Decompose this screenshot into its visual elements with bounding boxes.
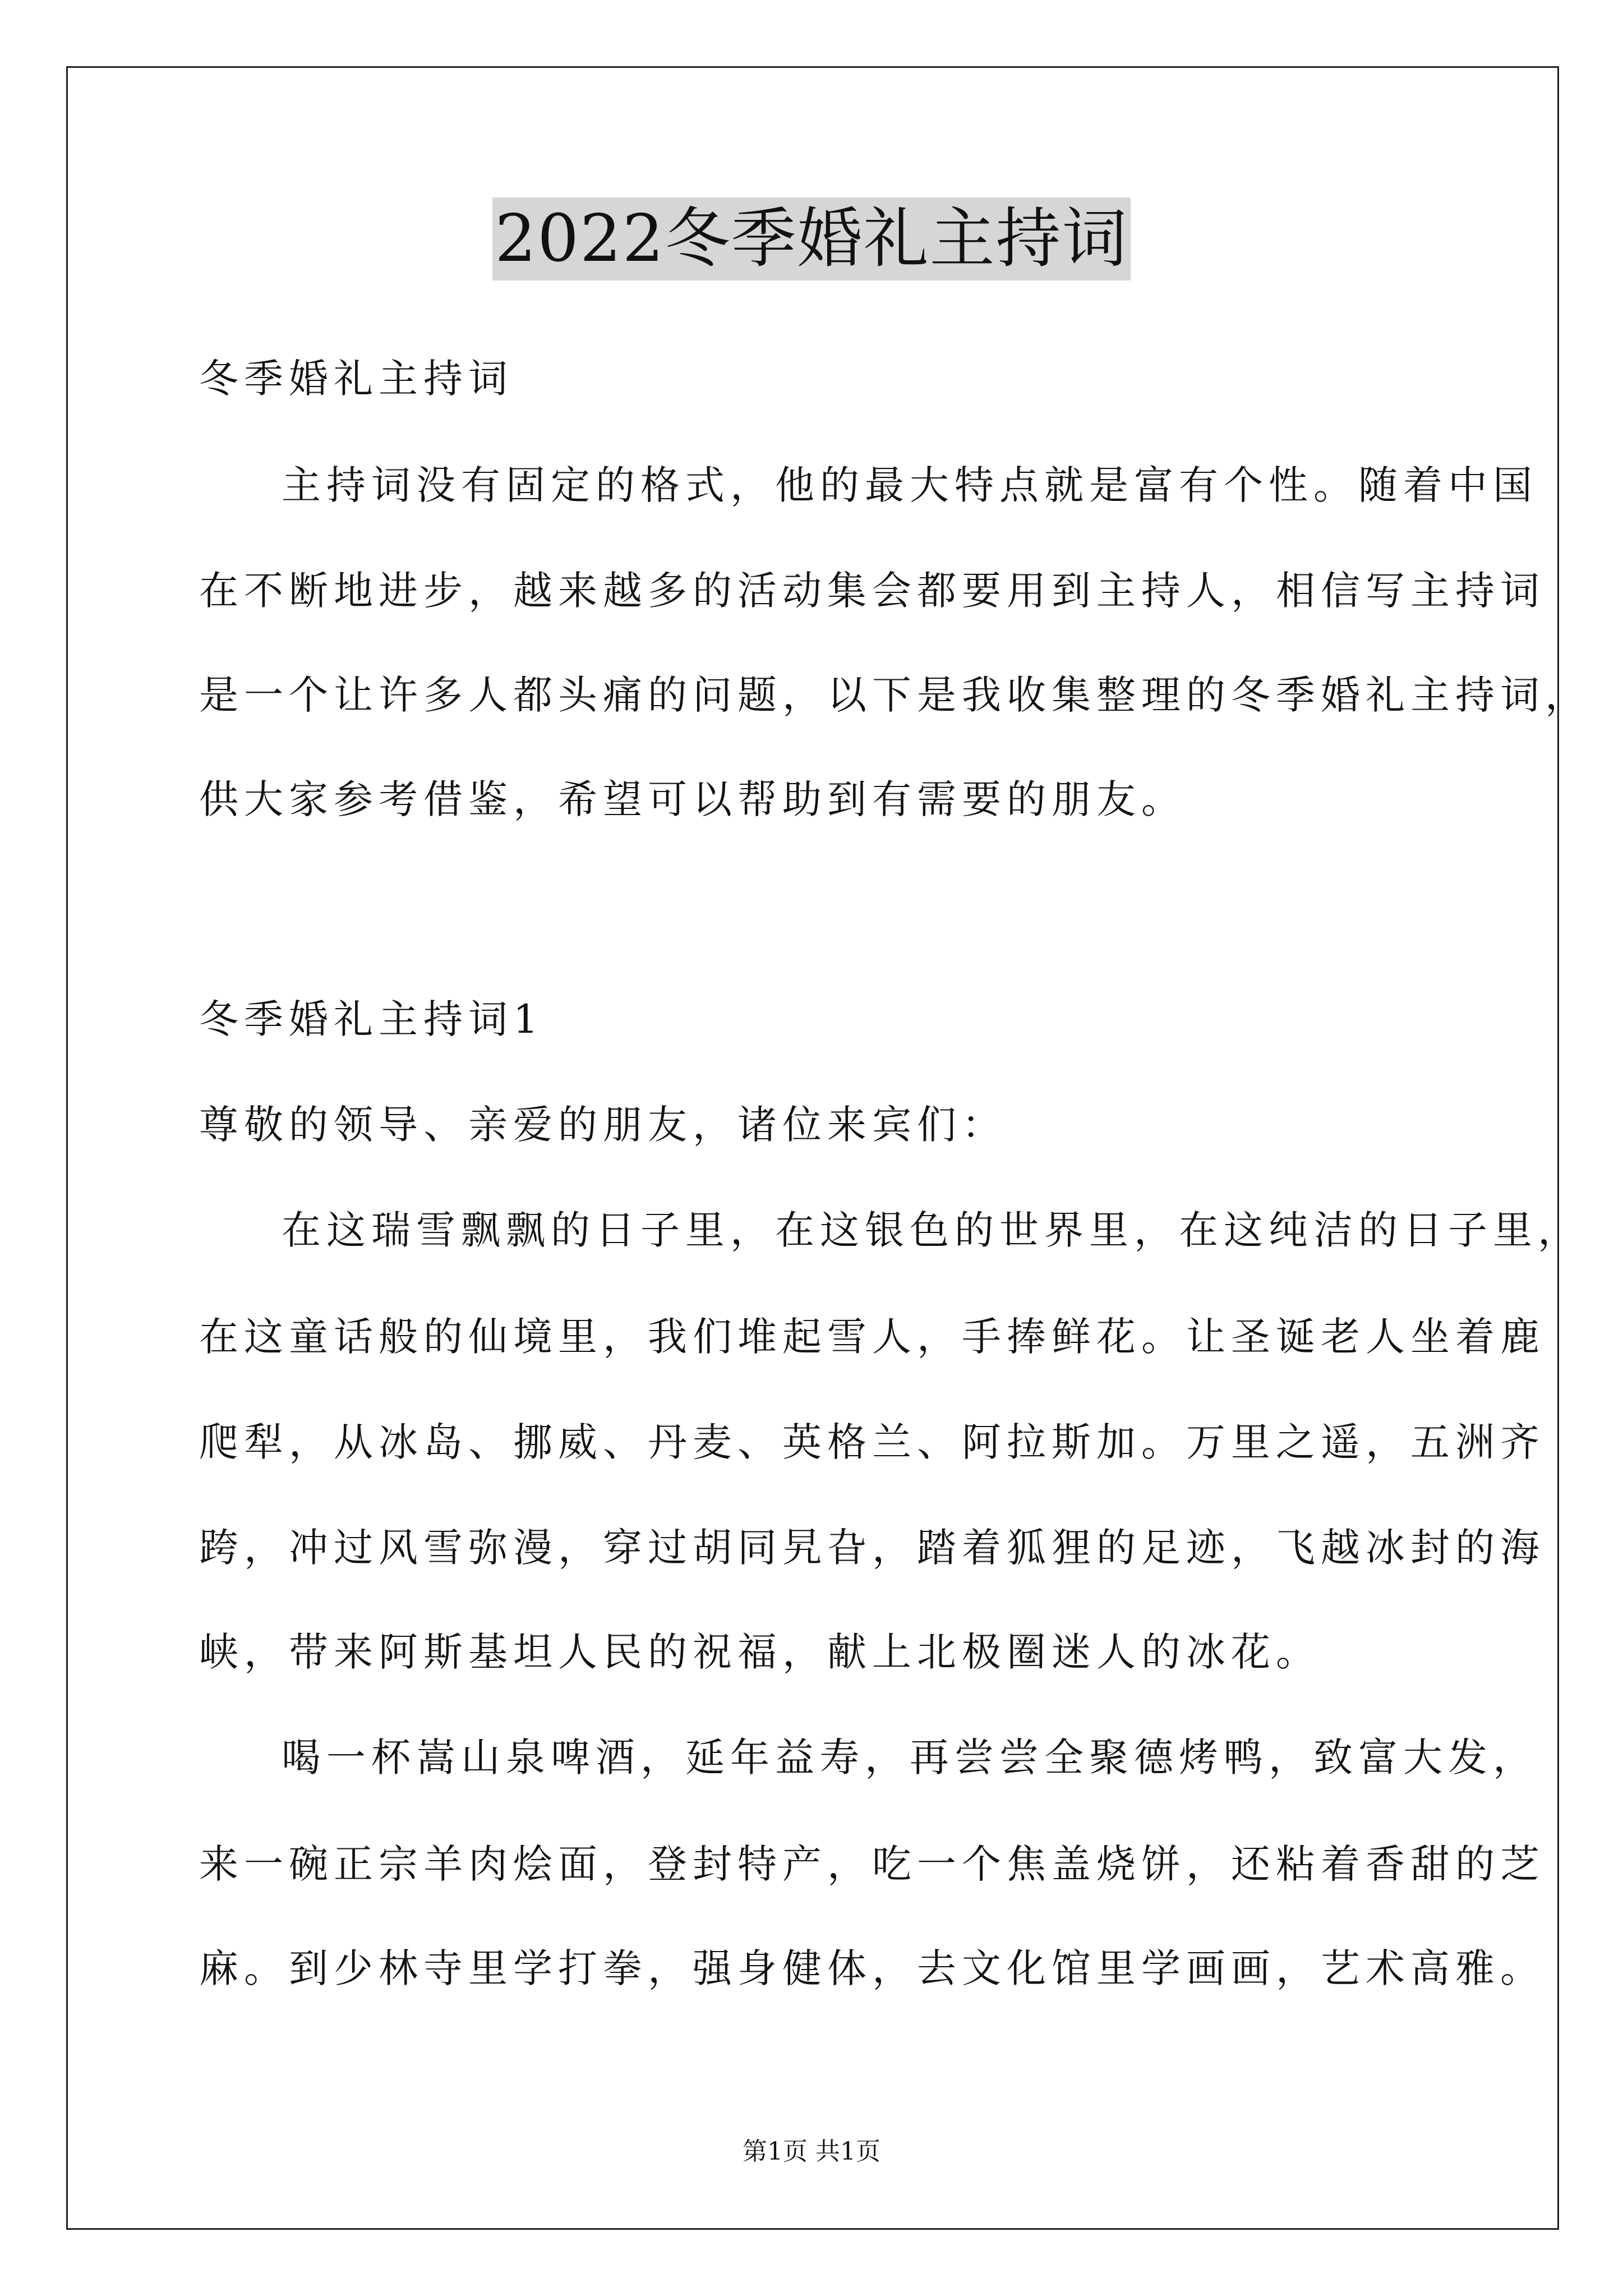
document-title-text: 2022冬季婚礼主持词 [492,197,1130,280]
section-heading: 冬季婚礼主持词1 [199,996,544,1042]
paragraph-line: 爬犁，从冰岛、挪威、丹麦、英格兰、阿拉斯加。万里之遥，五洲齐 [199,1419,1545,1465]
paragraph-line: 麻。到少林寺里学打拳，强身健体，去文化馆里学画画，艺术高雅。 [199,1945,1545,1991]
intro-line: 主持词没有固定的格式，他的最大特点就是富有个性。随着中国 [282,462,1538,508]
intro-line: 在不断地进步，越来越多的活动集会都要用到主持人，相信写主持词 [199,568,1545,614]
intro-line: 是一个让许多人都头痛的问题，以下是我收集整理的冬季婚礼主持词， [199,672,1590,718]
paragraph-line: 跨，冲过风雪弥漫，穿过胡同旯旮，踏着狐狸的足迹，飞越冰封的海 [199,1525,1545,1571]
page-footer: 第1页 共1页 [743,2137,880,2166]
paragraph-line: 来一碗正宗羊肉烩面，登封特产，吃一个焦盖烧饼，还粘着香甜的芝 [199,1841,1545,1887]
paragraph-line: 峡，带来阿斯基坦人民的祝福，献上北极圈迷人的冰花。 [199,1629,1321,1675]
subtitle: 冬季婚礼主持词 [199,356,513,402]
paragraph-line: 喝一杯嵩山泉啤酒，延年益寿，再尝尝全聚德烤鸭，致富大发， [282,1734,1538,1780]
intro-line: 供大家参考借鉴，希望可以帮助到有需要的朋友。 [199,776,1186,822]
paragraph-line: 在这瑞雪飘飘的日子里，在这银色的世界里，在这纯洁的日子里， [282,1207,1583,1253]
salutation: 尊敬的领导、亲爱的朋友，诸位来宾们： [199,1102,1007,1148]
paragraph-line: 在这童话般的仙境里，我们堆起雪人，手捧鲜花。让圣诞老人坐着鹿 [199,1314,1545,1360]
document-title [0,197,1623,280]
